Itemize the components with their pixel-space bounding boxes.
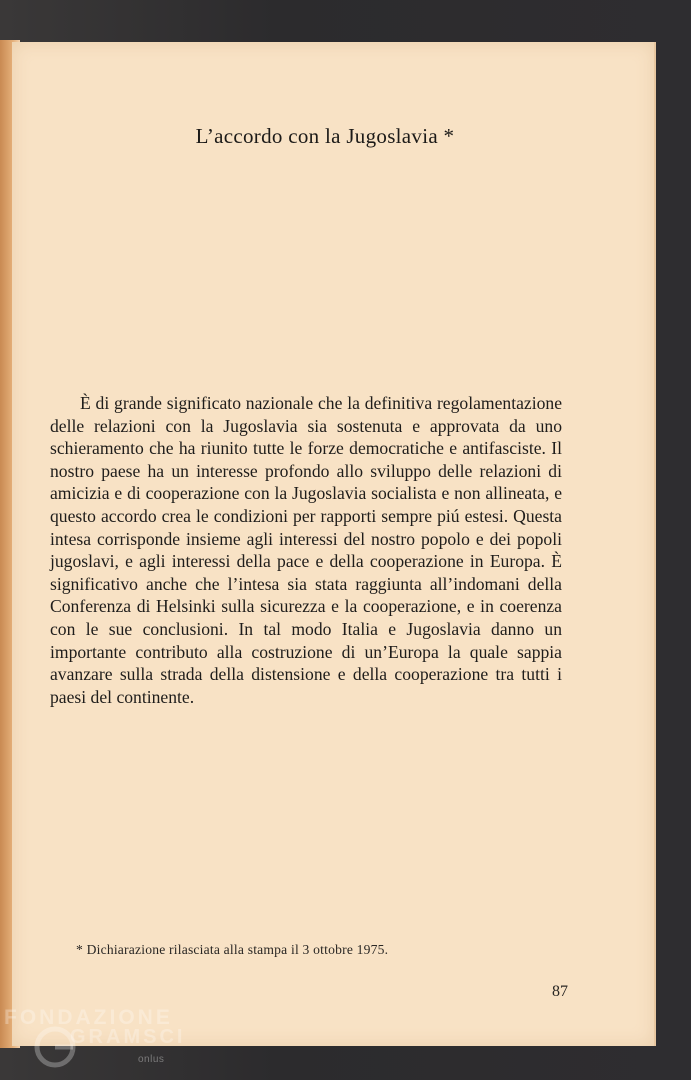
watermark bbox=[4, 1004, 204, 1080]
page-number: 87 bbox=[552, 983, 568, 1000]
body-paragraph: È di grande significato nazionale che la definitiva regolamentazione delle relazioni con la Jugoslavia sia sostenuta e approvata da uno schieramento che ha riunito tutte le forze democratiche e antifasciste. Il nostro paese ha un interesse profondo allo sviluppo delle relazioni di amicizia e di cooperazione con la Jugoslavia socialista e non allineata, e questo accordo crea le condizioni per rapporti sempre piú estesi. Questa intesa corrisponde insieme agli interessi del nostro popolo e dei popoli jugoslavi, e agli interessi della pace e della cooperazione in Europa. È significativo anche che l’intesa sia stata raggiunta all’indomani della Conferenza di Helsinki sulla sicurezza e la cooperazione, e in coerenza con le sue conclusioni. In tal modo Italia e Jugoslavia danno un importante contributo alla costruzione di un’Europa la quale sappia avanzare sulla strada della distensione e della cooperazione tra tutti i paesi del continente. bbox=[50, 393, 562, 707]
watermark-line-3: onlus bbox=[138, 1054, 165, 1065]
watermark-line-2: GRAMSCI bbox=[70, 1026, 186, 1048]
page-title: L’accordo con la Jugoslavia * bbox=[195, 124, 455, 148]
book-page bbox=[12, 42, 654, 1046]
footnote: * Dichiarazione rilasciata alla stampa il 3 ottobre 1975. bbox=[76, 942, 389, 957]
watermark-line-1: FONDAZIONE bbox=[4, 1006, 173, 1029]
